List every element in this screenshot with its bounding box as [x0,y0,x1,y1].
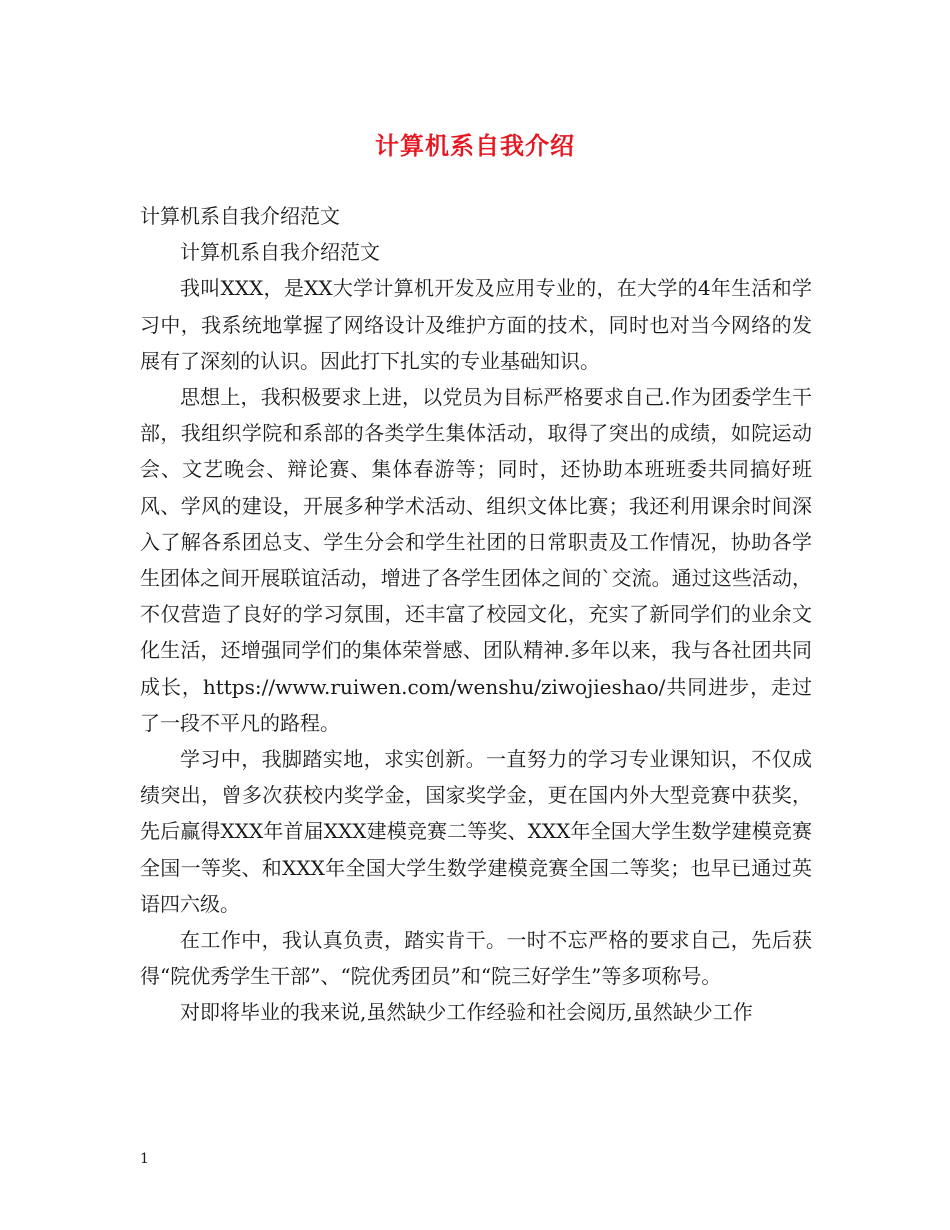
paragraph-graduation: 对即将毕业的我来说,虽然缺少工作经验和社会阅历,虽然缺少工作 [180,1000,753,1025]
document-title: 计算机系自我介绍 [375,131,575,160]
paragraph-heading: 计算机系自我介绍范文 [180,240,380,265]
paragraph-study: 学习中，我脚踏实地，求实创新。一直努力的学习专业课知识，不仅成绩突出，曾多次获校内奖学金，国家奖学金，更在国内外大型竞赛中获奖，先后赢得XXX年首届XXX建模竞赛二等奖、XXX年全国大学生数学建模竞赛全国一等奖、和XXX年全国大学生数学建模竞赛全国二等奖；也早已通过英语四六级。 [140,747,812,916]
document-body [140,198,812,1031]
document-subtitle: 计算机系自我介绍范文 [140,204,340,228]
page-number: 1 [140,1151,149,1167]
paragraph-intro: 我叫XXX，是XX大学计算机开发及应用专业的，在大学的4年生活和学习中，我系统地掌握了网络设计及维护方面的技术，同时也对当今网络的发展有了深刻的认识。因此打下扎实的专业基础知识。 [140,276,812,373]
paragraph-thought: 思想上，我积极要求上进，以党员为目标严格要求自己.作为团委学生干部，我组织学院和系部的各类学生集体活动，取得了突出的成绩，如院运动会、文艺晚会、辩论赛、集体春游等；同时，还协助本班班委共同搞好班风、学风的建设，开展多种学术活动、组织文体比赛；我还利用课余时间深入了解各系团总支、学生分会和学生社团的日常职责及工作情况，协助各学生团体之间开展联谊活动，增进了各学生团体之间的`交流。通过这些活动，不仅营造了良好的学习氛围，还丰富了校园文化，充实了新同学们的业余文化生活，还增强同学们的集体荣誉感、团队精神.多年以来，我与各社团共同成长，https://www.ruiwen.com/wenshu/ziwojieshao/共同进步，走过了一段不平凡的路程。 [140,385,812,735]
paragraph-work: 在工作中，我认真负责，踏实肯干。一时不忘严格的要求自己，先后获得“院优秀学生干部”、“院优秀团员”和“院三好学生”等多项称号。 [140,928,812,989]
